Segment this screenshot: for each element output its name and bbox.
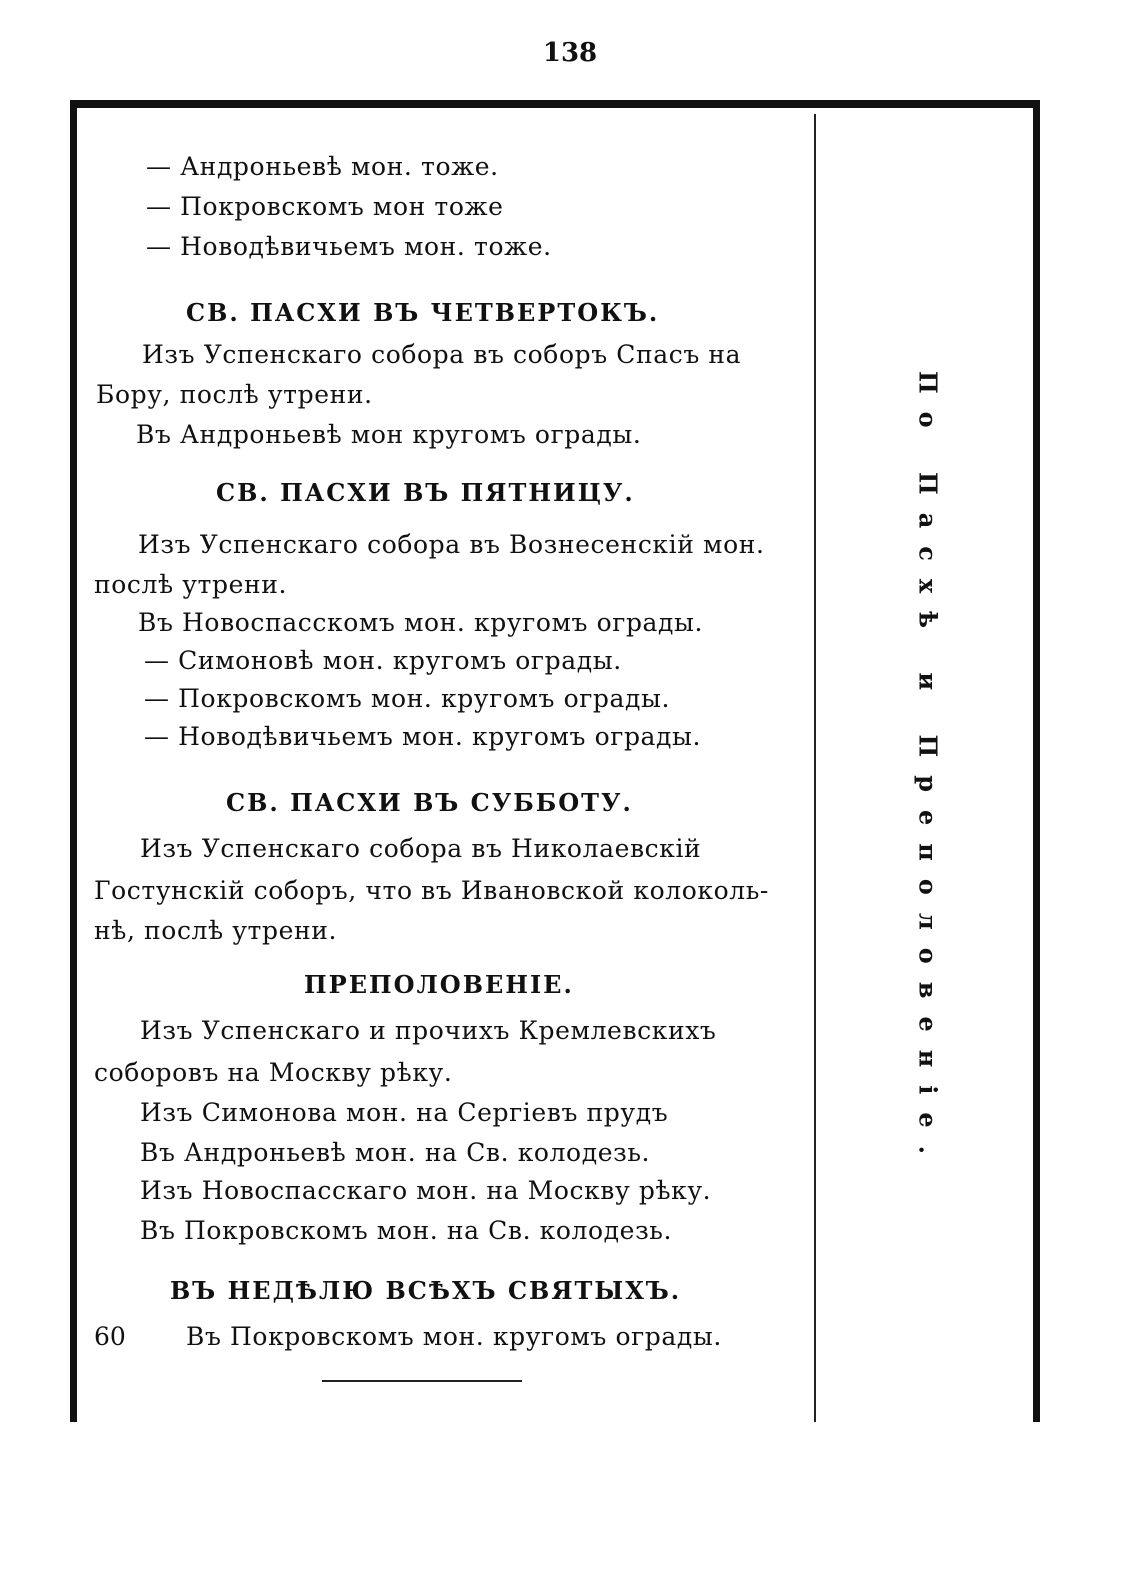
text-line: — Покровскомъ мон. кругомъ ограды. — [144, 684, 671, 713]
text-line: послѣ утрени. — [94, 570, 288, 599]
text-line: Бору, послѣ утрени. — [96, 380, 373, 409]
section-heading: ПРЕПОЛОВЕНІЕ. — [304, 970, 574, 999]
text-line: нѣ, послѣ утрени. — [94, 916, 338, 945]
text-line: Въ Покровскомъ мон. на Св. колодезь. — [140, 1216, 673, 1245]
section-heading: СВ. ПАСХИ ВЪ СУББОТУ. — [226, 788, 633, 817]
text-line: Изъ Успенскаго и прочихъ Кремлевскихъ — [140, 1016, 717, 1045]
text-line: Въ Новоспасскомъ мон. кругомъ ограды. — [138, 608, 704, 637]
text-line: — Новодѣвичьемъ мон. кругомъ ограды. — [144, 722, 702, 751]
side-title — [888, 262, 968, 1282]
text-line: Въ Андроньевѣ мон кругомъ ограды. — [136, 420, 642, 449]
text-line: Изъ Успенскаго собора въ Вознесенскій мон. — [138, 530, 765, 559]
text-line: соборовъ на Москву рѣку. — [94, 1058, 453, 1087]
text-line: — Покровскомъ мон тоже — [146, 192, 504, 221]
sheet-number: 60 — [94, 1322, 126, 1351]
side-title-text: По Пасхѣ и Преполовеніе. — [913, 371, 943, 1173]
text-line: Изъ Симонова мон. на Сергіевъ прудъ — [140, 1098, 669, 1127]
text-line: Въ Андроньевѣ мон. на Св. колодезь. — [140, 1138, 651, 1167]
column-divider — [814, 114, 816, 1422]
text-line: Изъ Успенскаго собора въ Николаевскій — [140, 834, 702, 863]
section-heading: СВ. ПАСХИ ВЪ ПЯТНИЦУ. — [216, 478, 635, 507]
section-heading: СВ. ПАСХИ ВЪ ЧЕТВЕРТОКЪ. — [186, 298, 660, 327]
section-heading: ВЪ НЕДѢЛЮ ВСѢХЪ СВЯТЫХЪ. — [170, 1276, 682, 1305]
text-line: Гостунскій соборъ, что въ Ивановской колоколь- — [94, 876, 769, 905]
text-line: — Симоновѣ мон. кругомъ ограды. — [144, 646, 622, 675]
text-line: Въ Покровскомъ мон. кругомъ ограды. — [186, 1322, 722, 1351]
text-line: Изъ Новоспасскаго мон. на Москву рѣку. — [140, 1176, 712, 1205]
closing-rule — [322, 1380, 522, 1382]
text-line: Изъ Успенскаго собора въ соборъ Спасъ на — [142, 340, 742, 369]
text-line: — Андроньевѣ мон. тоже. — [146, 152, 499, 181]
page-number: 138 — [542, 38, 598, 68]
text-line: — Новодѣвичьемъ мон. тоже. — [146, 232, 552, 261]
